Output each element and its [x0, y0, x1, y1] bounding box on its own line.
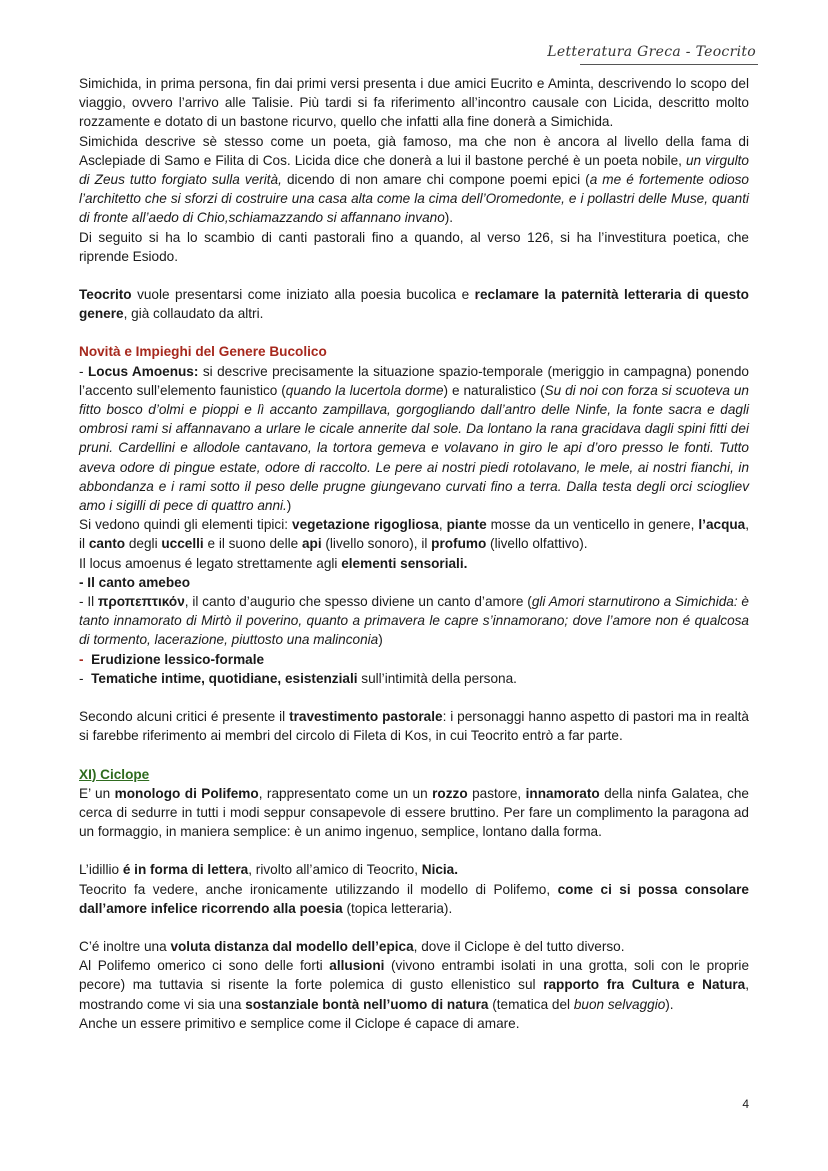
paragraph: Teocrito fa vedere, anche ironicamente utilizzando il modello di Polifemo, come ci si possa consolare dall’amore infelice ricorrendo alla poesia (topica letteraria). [79, 881, 749, 916]
section-heading: XI) Ciclope [79, 766, 150, 782]
list-item: - Il canto amebeo [79, 574, 191, 590]
paragraph: Il locus amoenus é legato strettamente agli elementi sensoriali. [79, 555, 468, 571]
paragraph: Simichida, in prima persona, fin dai primi versi presenta i due amici Eucrito e Aminta, descrivendo lo scopo del viaggio, ovvero l’arrivo alle Talisie. Più tardi si fa riferimento all’incontro causale con Licida, descritto molto rozzamente e dotato di un bastone ricurvo, quello che infatti alla fine donerà a Simichida. [79, 76, 749, 130]
document-body [79, 74, 749, 1033]
paragraph: Di seguito si ha lo scambio di canti pastorali fino a quando, al verso 126, si ha l’investitura poetica, che riprende Esiodo. [79, 229, 749, 264]
list-item: - Locus Amoenus: si descrive precisamente la situazione spazio-temporale (meriggio in campagna) ponendo l’accento sull’elemento faunistico (quando la lucertola dorme) e naturalistico (Su di noi con forza si scuoteva un fitto bosco d’olmi e pioppi e lì accanto zampillava, gorgogliando dall’antro delle Ninfe, la fonte sacra e dagli ombrosi rami si affannavano a urlare le cicale annerite dal sole. Da lontano la rana gracidava dagli spini fitti dei pruni. Cardellini e allodole cantavano, la tortora gemeva e volavano in giro le api d’oro presso le fonti. Tutto aveva odore di pingue estate, odore di raccolto. Le pere ai nostri piedi rotolavano, le mele, ai nostri fianchi, in abbondanza e i rami sotto il peso delle prugne giungevano curvati fino a terra. Dalla testa degli orci sciogliev amo i sigilli di pece di quattro anni.) [79, 363, 749, 514]
section-heading: Novità e Impieghi del Genere Bucolico [79, 344, 327, 360]
paragraph: Secondo alcuni critici é presente il travestimento pastorale: i personaggi hanno aspetto di pastori ma in realtà si farebbe riferimento ai membri del circolo di Fileta di Kos, in cui Teocrito entrò a far parte. [79, 709, 749, 744]
paragraph: Simichida descrive sè stesso come un poeta, già famoso, ma che non è ancora al livello della fama di Asclepiade di Samo e Filita di Cos. Licida dice che donerà a lui il bastone perché è un poeta nobile, un virgulto di Zeus tutto forgiato sulla verità, dicendo di non amare chi compone poemi epici (a me é fortemente odioso l’architetto che si sforzi di costruire una casa alta come la cima dell’Oromedonte, e i pollastri delle Muse, quanti di fronte all’aedo di Chio,schiamazzando si affannano invano). [79, 133, 749, 226]
paragraph: Anche un essere primitivo e semplice come il Ciclope é capace di amare. [79, 1015, 520, 1031]
paragraph: Al Polifemo omerico ci sono delle forti allusioni (vivono entrambi isolati in una grotta, soli con le proprie pecore) ma tuttavia si risente la forte polemica di gusto ellenistico sul rapporto fra Cultura e Natura, mostrando come vi sia una sostanziale bontà nell’uomo di natura (tematica del buon selvaggio). [79, 958, 749, 1012]
running-header: Letteratura Greca - Teocrito [547, 44, 756, 60]
paragraph: C’é inoltre una voluta distanza dal modello dell’epica, dove il Ciclope è del tutto diverso. [79, 938, 625, 954]
paragraph: Si vedono quindi gli elementi tipici: vegetazione rigogliosa, piante mosse da un venticello in genere, l’acqua, il canto degli uccelli e il suono delle api (livello sonoro), il profumo (livello olfattivo). [79, 517, 750, 552]
list-item: - Il προπεπτικόν, il canto d’augurio che spesso diviene un canto d’amore (gli Amori starnutirono a Simichida: è tanto innamorato di Mirtò il poverino, quanto a primavera le capre s’innamorano; dove l’amore non é qualcosa di tormento, lacerazione, piuttosto una malinconia) [79, 594, 749, 648]
paragraph: Teocrito vuole presentarsi come iniziato alla poesia bucolica e reclamare la paternità letteraria di questo genere, già collaudato da altri. [79, 287, 749, 322]
list-item: - Erudizione lessico-formale [79, 651, 265, 667]
paragraph: L’idillio é in forma di lettera, rivolto all’amico di Teocrito, Nicia. [79, 862, 459, 878]
paragraph: E’ un monologo di Polifemo, rappresentato come un un rozzo pastore, innamorato della ninfa Galatea, che cerca di sedurre in tutti i modi seppur consapevole di essere bruttino. Per fare un complimento la paragona ad un formaggio, in maniera semplice: è un animo ingenuo, semplice, lontano dalla forma. [79, 785, 749, 840]
page-number: 4 [742, 1097, 749, 1111]
list-item: - Tematiche intime, quotidiane, esistenziali sull’intimità della persona. [79, 670, 517, 686]
header-rule [580, 64, 758, 65]
